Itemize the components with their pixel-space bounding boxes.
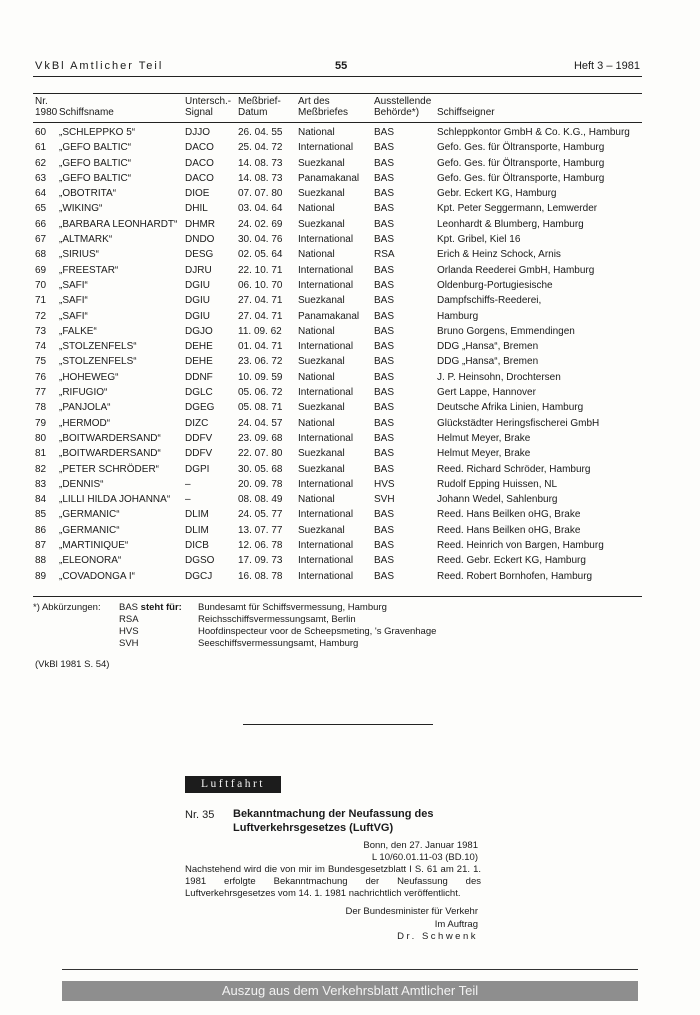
table-row xyxy=(33,569,642,584)
cell-ship-name: „SAFI“ xyxy=(59,279,88,291)
cell-nr: 86 xyxy=(35,524,47,536)
table-row xyxy=(33,477,642,492)
cell-nr: 70 xyxy=(35,279,47,291)
cell-signal: DEHE xyxy=(185,341,213,353)
cell-ship-name: „SAFI“ xyxy=(59,310,88,322)
cell-date: 08. 08. 49 xyxy=(238,494,283,506)
cell-date: 25. 04. 72 xyxy=(238,142,283,154)
cell-type: International xyxy=(298,540,354,552)
footnote-abbr: RSA xyxy=(119,614,139,625)
cell-authority: SVH xyxy=(374,494,395,506)
cell-authority: BAS xyxy=(374,142,395,154)
col-owner: Schiffseigner xyxy=(437,107,495,118)
cell-authority: BAS xyxy=(374,264,395,276)
cell-authority: BAS xyxy=(374,295,395,307)
cell-ship-name: „GEFO BALTIC“ xyxy=(59,142,132,154)
cell-owner: Reed. Heinrich von Bargen, Hamburg xyxy=(437,540,604,552)
col-name: Schiffsname xyxy=(59,107,114,118)
cell-signal: DGIU xyxy=(185,295,210,307)
table-row xyxy=(33,125,642,140)
cell-authority: BAS xyxy=(374,463,395,475)
table-row xyxy=(33,186,642,201)
cell-nr: 82 xyxy=(35,463,47,475)
table-top-rule xyxy=(33,93,642,94)
table-row xyxy=(33,140,642,155)
cell-owner: Reed. Robert Bornhofen, Hamburg xyxy=(437,570,593,582)
cell-ship-name: „OBOTRITA“ xyxy=(59,188,117,200)
cell-date: 30. 05. 68 xyxy=(238,463,283,475)
col-nr: Nr. 1980 xyxy=(35,96,58,118)
cell-signal: DGCJ xyxy=(185,570,213,582)
header-rule xyxy=(33,76,642,77)
cell-type: National xyxy=(298,325,335,337)
cell-authority: BAS xyxy=(374,371,395,383)
cell-authority: BAS xyxy=(374,218,395,230)
cell-owner: Oldenburg-Portugiesische xyxy=(437,279,553,291)
cell-authority: BAS xyxy=(374,279,395,291)
cell-signal: DACO xyxy=(185,142,214,154)
cell-type: Suezkanal xyxy=(298,448,345,460)
cell-date: 07. 07. 80 xyxy=(238,188,283,200)
cell-owner: Reed. Gebr. Eckert KG, Hamburg xyxy=(437,555,586,567)
cell-owner: Johann Wedel, Sahlenburg xyxy=(437,494,558,506)
cell-nr: 83 xyxy=(35,478,47,490)
table-row xyxy=(33,171,642,186)
cell-date: 20. 09. 78 xyxy=(238,478,283,490)
cell-nr: 78 xyxy=(35,402,47,414)
cell-signal: DDNF xyxy=(185,371,213,383)
cell-date: 10. 09. 59 xyxy=(238,371,283,383)
cell-type: Suezkanal xyxy=(298,524,345,536)
cell-date: 23. 06. 72 xyxy=(238,356,283,368)
notice-body: Nachstehend wird die von mir im Bundesgesetzblatt I S. 61 am 21. 1. 1981 erfolgte Bekanntmachung der Neufassung des Luftverkehrsgesetzes vom 14. 1. 1981 nachrichtlich veröffentlicht. xyxy=(185,864,481,899)
cell-signal: DICB xyxy=(185,540,209,552)
notice-number: Nr. 35 xyxy=(185,809,215,821)
cell-owner: Deutsche Afrika Linien, Hamburg xyxy=(437,402,584,414)
cell-date: 06. 10. 70 xyxy=(238,279,283,291)
cell-authority: BAS xyxy=(374,402,395,414)
cell-nr: 64 xyxy=(35,188,47,200)
cell-signal: DNDO xyxy=(185,234,215,246)
cell-ship-name: „BOITWARDERSAND“ xyxy=(59,432,161,444)
cell-owner: Dampfschiffs-Reederei, xyxy=(437,295,542,307)
table-bottom-rule xyxy=(33,596,642,597)
col-authority: Ausstellende Behörde*) xyxy=(374,96,432,118)
cell-type: Suezkanal xyxy=(298,188,345,200)
cell-date: 22. 10. 71 xyxy=(238,264,283,276)
cell-ship-name: „COVADONGA I“ xyxy=(59,570,135,582)
cell-type: Suezkanal xyxy=(298,157,345,169)
cell-signal: DGEG xyxy=(185,402,215,414)
page-number: 55 xyxy=(335,60,348,72)
place-date: Bonn, den 27. Januar 1981 xyxy=(363,840,478,851)
cell-type: Suezkanal xyxy=(298,295,345,307)
reference-number: L 10/60.01.11-03 (BD.10) xyxy=(371,852,478,863)
cell-nr: 65 xyxy=(35,203,47,215)
cell-signal: DACO xyxy=(185,172,214,184)
cell-nr: 81 xyxy=(35,448,47,460)
cell-ship-name: „HERMOD“ xyxy=(59,417,111,429)
cell-owner: Helmut Meyer, Brake xyxy=(437,448,531,460)
cell-date: 03. 04. 64 xyxy=(238,203,283,215)
col-signal: Untersch.- Signal xyxy=(185,96,232,118)
cell-authority: BAS xyxy=(374,341,395,353)
cell-type: International xyxy=(298,432,354,444)
cell-nr: 75 xyxy=(35,356,47,368)
table-row xyxy=(33,400,642,415)
table-row xyxy=(33,507,642,522)
cell-signal: DIZC xyxy=(185,417,209,429)
cell-type: Suezkanal xyxy=(298,463,345,475)
cell-date: 14. 08. 73 xyxy=(238,172,283,184)
cell-authority: HVS xyxy=(374,478,395,490)
cell-owner: J. P. Heinsohn, Drochtersen xyxy=(437,371,561,383)
cell-signal: DGIU xyxy=(185,310,210,322)
footnote-text: Seeschiffsvermessungsamt, Hamburg xyxy=(198,638,359,649)
cell-date: 05. 08. 71 xyxy=(238,402,283,414)
cell-signal: DGLC xyxy=(185,387,213,399)
cell-ship-name: „HOHEWEG“ xyxy=(59,371,119,383)
table-row xyxy=(33,416,642,431)
footnote-text: Reichsschiffsvermessungsamt, Berlin xyxy=(198,614,356,625)
cell-nr: 77 xyxy=(35,387,47,399)
cell-ship-name: „FREESTAR“ xyxy=(59,264,119,276)
cell-owner: Bruno Gorgens, Emmendingen xyxy=(437,325,575,337)
cell-ship-name: „FALKE“ xyxy=(59,325,97,337)
cell-type: National xyxy=(298,494,335,506)
cell-authority: BAS xyxy=(374,203,395,215)
table-header-rule xyxy=(33,122,642,123)
cell-nr: 80 xyxy=(35,432,47,444)
cell-nr: 62 xyxy=(35,157,47,169)
cell-type: International xyxy=(298,341,354,353)
minister-line: Der Bundesminister für Verkehr xyxy=(345,906,478,917)
table-row xyxy=(33,354,642,369)
footnote-abbr: BAS steht für: xyxy=(119,602,182,613)
cell-signal: DLIM xyxy=(185,524,209,536)
cell-signal: DGSO xyxy=(185,555,215,567)
cell-ship-name: „STOLZENFELS“ xyxy=(59,341,137,353)
cell-signal: DGJO xyxy=(185,325,213,337)
cell-owner: Kpt. Gribel, Kiel 16 xyxy=(437,234,521,246)
cell-nr: 87 xyxy=(35,540,47,552)
cell-nr: 74 xyxy=(35,341,47,353)
cell-nr: 61 xyxy=(35,142,47,154)
issue-label: Heft 3 – 1981 xyxy=(573,60,640,72)
cell-authority: BAS xyxy=(374,310,395,322)
cell-owner: Glückstädter Heringsfischerei GmbH xyxy=(437,417,600,429)
cell-signal: – xyxy=(185,494,191,506)
table-row xyxy=(33,293,642,308)
cell-type: International xyxy=(298,234,354,246)
cell-ship-name: „GEFO BALTIC“ xyxy=(59,157,132,169)
cell-owner: Gefo. Ges. für Öltransporte, Hamburg xyxy=(437,157,605,169)
cell-nr: 68 xyxy=(35,249,47,261)
cell-signal: DEHE xyxy=(185,356,213,368)
ship-table xyxy=(33,96,642,584)
cell-authority: RSA xyxy=(374,249,395,261)
footer-banner: Auszug aus dem Verkehrsblatt Amtlicher Teil xyxy=(62,981,638,1001)
cell-type: National xyxy=(298,371,335,383)
cell-date: 02. 05. 64 xyxy=(238,249,283,261)
cell-owner: Rudolf Epping Huissen, NL xyxy=(437,478,558,490)
cell-signal: DGPI xyxy=(185,463,210,475)
cell-nr: 67 xyxy=(35,234,47,246)
table-row xyxy=(33,263,642,278)
footnote-text: Hoofdinspecteur voor de Scheepsmeting, 's Gravenhage xyxy=(198,626,437,637)
table-row xyxy=(33,446,642,461)
cell-nr: 85 xyxy=(35,509,47,521)
col-date: Meßbrief- Datum xyxy=(238,96,281,118)
cell-nr: 60 xyxy=(35,127,47,138)
table-row xyxy=(33,462,642,477)
cell-owner: Gefo. Ges. für Öltransporte, Hamburg xyxy=(437,142,605,154)
cell-date: 24. 04. 57 xyxy=(238,417,283,429)
cell-ship-name: „PETER SCHRÖDER“ xyxy=(59,463,160,475)
cell-type: Suezkanal xyxy=(298,402,345,414)
cell-owner: Reed. Hans Beilken oHG, Brake xyxy=(437,509,581,521)
cell-date: 01. 04. 71 xyxy=(238,341,283,353)
table-body xyxy=(33,125,642,584)
table-row xyxy=(33,492,642,507)
cell-type: International xyxy=(298,570,354,582)
section-band: Luftfahrt xyxy=(185,776,281,793)
cell-ship-name: „ELEONORA“ xyxy=(59,555,122,567)
cell-owner: Orlanda Reederei GmbH, Hamburg xyxy=(437,264,595,276)
cell-owner: Gebr. Eckert KG, Hamburg xyxy=(437,188,557,200)
cell-signal: DGIU xyxy=(185,279,210,291)
cell-ship-name: „BARBARA LEONHARDT“ xyxy=(59,218,178,230)
cell-authority: BAS xyxy=(374,157,395,169)
cell-type: International xyxy=(298,279,354,291)
cell-type: International xyxy=(298,264,354,276)
cell-ship-name: „ALTMARK“ xyxy=(59,234,113,246)
table-row xyxy=(33,217,642,232)
cell-signal: DHIL xyxy=(185,203,208,215)
cell-signal: DESG xyxy=(185,249,214,261)
cell-signal: DACO xyxy=(185,157,214,169)
cell-type: Panamakanal xyxy=(298,172,360,184)
footer-rule xyxy=(62,969,638,970)
cell-ship-name: „RIFUGIO“ xyxy=(59,387,108,399)
cell-owner: Reed. Richard Schröder, Hamburg xyxy=(437,463,591,475)
cell-owner: Schleppkontor GmbH & Co. K.G., Hamburg xyxy=(437,127,630,138)
cell-nr: 88 xyxy=(35,555,47,567)
cell-owner: Helmut Meyer, Brake xyxy=(437,432,531,444)
cell-ship-name: „SCHLEPPKO 5“ xyxy=(59,127,136,138)
cell-ship-name: „GERMANIC“ xyxy=(59,524,120,536)
cell-owner: DDG „Hansa“, Bremen xyxy=(437,341,539,353)
table-row xyxy=(33,278,642,293)
cell-authority: BAS xyxy=(374,509,395,521)
cell-ship-name: „PANJOLA“ xyxy=(59,402,111,414)
im-auftrag-line: Im Auftrag xyxy=(434,919,478,930)
footnote-abbr: HVS xyxy=(119,626,139,637)
cell-date: 23. 09. 68 xyxy=(238,432,283,444)
cell-signal: DLIM xyxy=(185,509,209,521)
cell-authority: BAS xyxy=(374,127,395,138)
cell-date: 16. 08. 78 xyxy=(238,570,283,582)
cell-type: International xyxy=(298,387,354,399)
cell-date: 22. 07. 80 xyxy=(238,448,283,460)
section-divider xyxy=(243,724,433,725)
table-row xyxy=(33,232,642,247)
cell-date: 12. 06. 78 xyxy=(238,540,283,552)
cell-signal: DJRU xyxy=(185,264,212,276)
cell-owner: DDG „Hansa“, Bremen xyxy=(437,356,539,368)
cell-ship-name: „GEFO BALTIC“ xyxy=(59,172,132,184)
cell-owner: Erich & Heinz Schock, Arnis xyxy=(437,249,561,261)
footnote-text: Bundesamt für Schiffsvermessung, Hamburg xyxy=(198,602,387,613)
cell-signal: DDFV xyxy=(185,432,213,444)
cell-signal: DJJO xyxy=(185,127,210,138)
cell-type: International xyxy=(298,555,354,567)
cell-type: National xyxy=(298,127,335,138)
notice-title: Bekanntmachung der Neufassung des Luftverkehrsgesetzes (LuftVG) xyxy=(233,808,434,834)
cell-authority: BAS xyxy=(374,188,395,200)
cell-signal: DIOE xyxy=(185,188,210,200)
cell-signal: DHMR xyxy=(185,218,215,230)
cell-type: International xyxy=(298,478,354,490)
cell-ship-name: „SIRIUS“ xyxy=(59,249,99,261)
cell-type: National xyxy=(298,417,335,429)
cell-signal: DDFV xyxy=(185,448,213,460)
cell-ship-name: „SAFI“ xyxy=(59,295,88,307)
cell-authority: BAS xyxy=(374,540,395,552)
cell-nr: 79 xyxy=(35,417,47,429)
cell-authority: BAS xyxy=(374,432,395,444)
cell-authority: BAS xyxy=(374,524,395,536)
cell-owner: Reed. Hans Beilken oHG, Brake xyxy=(437,524,581,536)
cell-authority: BAS xyxy=(374,387,395,399)
cell-nr: 66 xyxy=(35,218,47,230)
table-row xyxy=(33,431,642,446)
cell-authority: BAS xyxy=(374,356,395,368)
table-row xyxy=(33,324,642,339)
cell-date: 27. 04. 71 xyxy=(238,295,283,307)
table-row xyxy=(33,309,642,324)
table-row xyxy=(33,247,642,262)
cell-authority: BAS xyxy=(374,417,395,429)
journal-title: VkBl Amtlicher Teil xyxy=(35,60,164,72)
table-row xyxy=(33,553,642,568)
table-row xyxy=(33,385,642,400)
cell-type: National xyxy=(298,203,335,215)
cell-owner: Leonhardt & Blumberg, Hamburg xyxy=(437,218,584,230)
cell-type: Suezkanal xyxy=(298,356,345,368)
cell-authority: BAS xyxy=(374,555,395,567)
cell-signal: – xyxy=(185,478,191,490)
cell-authority: BAS xyxy=(374,172,395,184)
cell-date: 30. 04. 76 xyxy=(238,234,283,246)
cell-ship-name: „STOLZENFELS“ xyxy=(59,356,137,368)
table-row xyxy=(33,523,642,538)
cell-ship-name: „LILLI HILDA JOHANNA“ xyxy=(59,494,171,506)
cell-authority: BAS xyxy=(374,448,395,460)
cell-nr: 69 xyxy=(35,264,47,276)
cell-owner: Kpt. Peter Seggermann, Lemwerder xyxy=(437,203,598,215)
cell-date: 27. 04. 71 xyxy=(238,310,283,322)
cell-nr: 73 xyxy=(35,325,47,337)
cell-type: Suezkanal xyxy=(298,218,345,230)
cell-ship-name: „MARTINIQUE“ xyxy=(59,540,129,552)
cell-nr: 76 xyxy=(35,371,47,383)
cell-nr: 89 xyxy=(35,570,47,582)
table-row xyxy=(33,370,642,385)
table-row xyxy=(33,156,642,171)
cell-authority: BAS xyxy=(374,570,395,582)
cell-date: 24. 05. 77 xyxy=(238,509,283,521)
cell-nr: 63 xyxy=(35,172,47,184)
cell-ship-name: „WIKING“ xyxy=(59,203,103,215)
cell-type: International xyxy=(298,142,354,154)
cell-date: 14. 08. 73 xyxy=(238,157,283,169)
source-citation: (VkBl 1981 S. 54) xyxy=(35,659,110,670)
cell-date: 26. 04. 55 xyxy=(238,127,283,138)
cell-nr: 84 xyxy=(35,494,47,506)
cell-date: 13. 07. 77 xyxy=(238,524,283,536)
cell-ship-name: „BOITWARDERSAND“ xyxy=(59,448,161,460)
cell-date: 11. 09. 62 xyxy=(238,325,282,337)
cell-authority: BAS xyxy=(374,234,395,246)
col-type: Art des Meßbriefes xyxy=(298,96,349,118)
table-row xyxy=(33,538,642,553)
cell-owner: Hamburg xyxy=(437,310,479,322)
cell-ship-name: „GERMANIC“ xyxy=(59,509,120,521)
cell-nr: 71 xyxy=(35,295,47,307)
cell-type: National xyxy=(298,249,335,261)
signer-name: Dr. Schwenk xyxy=(397,931,478,942)
table-row xyxy=(33,339,642,354)
cell-date: 24. 02. 69 xyxy=(238,218,283,230)
cell-authority: BAS xyxy=(374,325,395,337)
page-header xyxy=(35,60,640,76)
table-header xyxy=(33,96,642,122)
cell-owner: Gert Lappe, Hannover xyxy=(437,387,536,399)
table-row xyxy=(33,201,642,216)
cell-type: Panamakanal xyxy=(298,310,360,322)
cell-nr: 72 xyxy=(35,310,47,322)
cell-type: International xyxy=(298,509,354,521)
cell-ship-name: „DENNIS“ xyxy=(59,478,104,490)
footnote-abbr: SVH xyxy=(119,638,139,649)
footnote-label: *) Abkürzungen: xyxy=(33,602,101,613)
cell-date: 17. 09. 73 xyxy=(238,555,283,567)
cell-date: 05. 06. 72 xyxy=(238,387,283,399)
cell-owner: Gefo. Ges. für Öltransporte, Hamburg xyxy=(437,172,605,184)
